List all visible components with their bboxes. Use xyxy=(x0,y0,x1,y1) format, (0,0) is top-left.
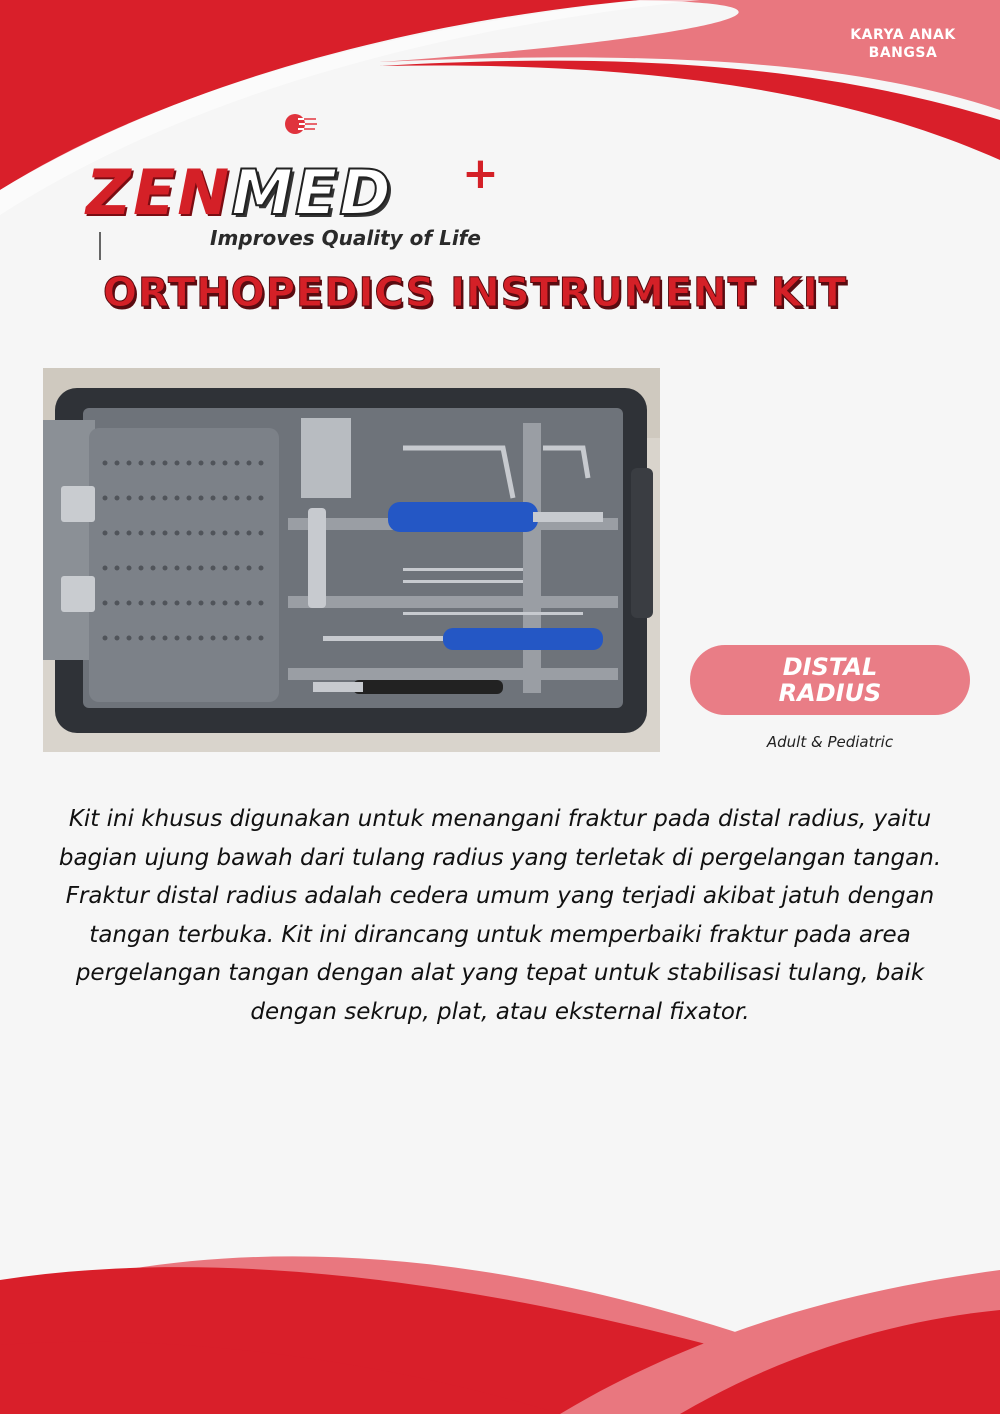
logo-word-med: MED xyxy=(231,156,393,229)
logo-swoosh-icon xyxy=(284,113,318,135)
instrument-kit-photo xyxy=(43,368,660,752)
page-title: ORTHOPEDICS INSTRUMENT KIT xyxy=(102,270,848,316)
logo-plus-icon: + xyxy=(462,148,499,199)
brand-tagline-badge: KARYA ANAK BANGSA xyxy=(850,27,956,61)
logo-divider xyxy=(99,232,101,260)
logo-tagline: Improves Quality of Life xyxy=(210,226,481,250)
logo-word-zen: ZEN xyxy=(86,156,232,229)
brand-logo xyxy=(86,156,393,229)
product-name-badge xyxy=(690,645,970,715)
product-audience: Adult & Pediatric xyxy=(766,733,894,751)
product-name: DISTAL RADIUS xyxy=(778,653,882,707)
product-description: Kit ini khusus digunakan untuk menangani fraktur pada distal radius, yaitu bagian ujung bawah dari tulang radius yang terletak di pergelangan tangan. Fraktur distal radius adalah cedera umum yang terjadi akibat jatuh dengan tangan terbuka. Kit ini dirancang untuk memperbaiki fraktur pada area pergelangan tangan dengan alat yang tepat untuk stabilisasi tulang, baik dengan sekrup, plat, atau eksternal fixator. xyxy=(58,806,942,1025)
